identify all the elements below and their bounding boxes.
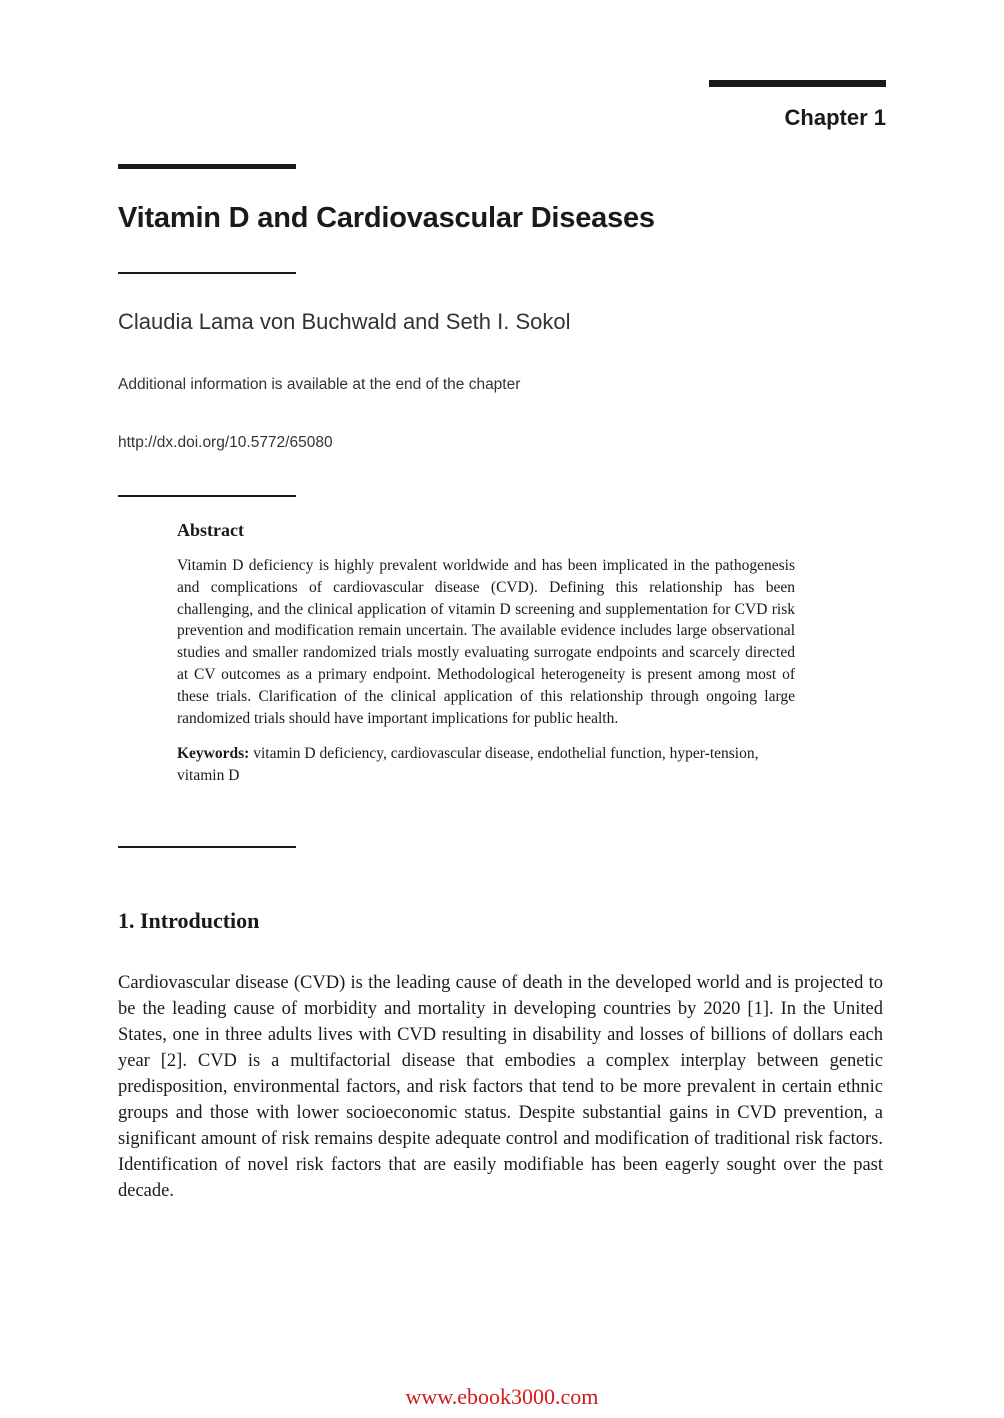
abstract-heading: Abstract	[177, 520, 244, 540]
additional-info: Additional information is available at the end of the chapter	[118, 376, 521, 393]
footer-link[interactable]: www.ebook3000.com	[405, 1384, 599, 1409]
divider	[118, 272, 296, 274]
divider	[118, 495, 296, 497]
keywords	[177, 743, 795, 787]
abstract-section	[177, 520, 795, 787]
introduction-heading: 1. Introduction	[118, 908, 260, 933]
keywords-list: vitamin D deficiency, cardiovascular disease, endothelial function, hyper-tension, vitamin D	[177, 745, 759, 785]
doi-link[interactable]: http://dx.doi.org/10.5772/65080	[118, 434, 333, 451]
abstract-text: Vitamin D deficiency is highly prevalent worldwide and has been implicated in the pathogenesis and complications of cardiovascular disease (CVD). Defining this relationship has been challenging, and the clinical application of vitamin D screening and supplementation for CVD risk prevention and modification remain uncertain. The available evidence includes large observational studies and smaller randomized trials mostly evaluating surrogate endpoints and scarcely directed at CV outcomes as a primary endpoint. Methodological heterogeneity is present among most of these trials. Clarification of the clinical application of this relationship through ongoing large randomized trials should have important implications for public health.	[177, 557, 795, 727]
divider	[118, 846, 296, 848]
keywords-label: Keywords:	[177, 745, 250, 763]
introduction-text: Cardiovascular disease (CVD) is the leading cause of death in the developed world and is projected to be the leading cause of morbidity and mortality in developing countries by 2020 [1]. In the United States, one in three adults lives with CVD resulting in disability and losses of billions of dollars each year [2]. CVD is a multifactorial disease that embodies a complex interplay between genetic predisposition, environmental factors, and risk factors that tend to be more prevalent in certain ethnic groups and those with lower socioeconomic status. Despite substantial gains in CVD prevention, a significant amount of risk remains despite adequate control and modification of traditional risk factors. Identification of novel risk factors that are easily modifiable has been eagerly sought over the past decade.	[118, 973, 883, 1201]
chapter-title: Vitamin D and Cardiovascular Diseases	[118, 202, 655, 234]
authors: Claudia Lama von Buchwald and Seth I. Sokol	[118, 309, 571, 334]
chapter-rule	[709, 80, 886, 87]
chapter-label: Chapter 1	[784, 105, 886, 130]
title-rule	[118, 164, 296, 169]
